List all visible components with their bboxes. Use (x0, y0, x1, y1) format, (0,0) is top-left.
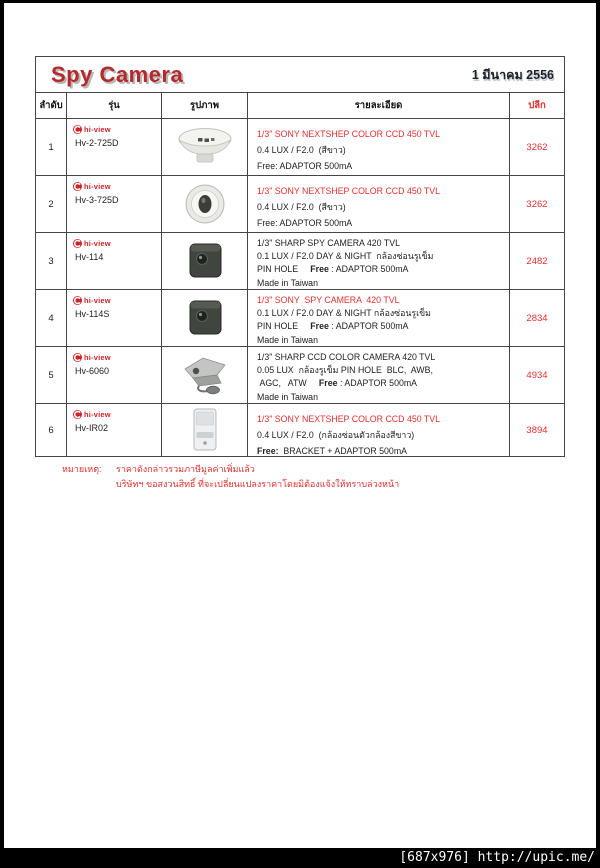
description-line: Made in Taiwan (257, 334, 318, 345)
description-line: 0.4 LUX / F2.0 (สีขาว) (257, 202, 346, 212)
metal-bracket-camera-image (175, 353, 235, 397)
model-number: Hv-114S (75, 309, 110, 319)
pinhole-camera-image (182, 296, 228, 340)
col-header-index: ลำดับ (36, 93, 67, 118)
brand-name: hi-view (84, 409, 111, 419)
description-line: 0.4 LUX / F2.0 (สีขาว) (257, 145, 346, 155)
document-page (4, 3, 596, 848)
title-row (36, 57, 564, 93)
hi-view-logo-icon (73, 353, 82, 362)
row-number: 6 (36, 404, 67, 456)
product-image (162, 176, 248, 232)
product-image (162, 347, 248, 403)
retail-price: 4934 (526, 369, 548, 381)
col-header-model: รุ่น (67, 93, 162, 118)
hi-view-logo (73, 124, 157, 134)
hi-view-logo (73, 352, 157, 362)
model-number: Hv-6060 (75, 366, 110, 376)
page-title: Spy Camera (51, 61, 184, 87)
model-cell (67, 404, 162, 456)
col-header-picture: รูปภาพ (162, 93, 248, 118)
description-line: Free: ADAPTOR 500mA (257, 218, 353, 228)
col-header-retail-price: ปลีก (528, 100, 546, 111)
description-line: PIN HOLE Free : ADAPTOR 500mA (257, 264, 409, 275)
ceiling-dome-camera-image (182, 182, 228, 226)
table-body (36, 119, 564, 456)
footer-note-line: บริษัทฯ ขอสงวนสิทธิ์ ที่จะเปลี่ยนแปลงราคาโดยมิต้องแจ้งให้ทราบล่วงหน้า (116, 479, 400, 489)
row-number: 5 (36, 347, 67, 403)
table-row (36, 290, 564, 347)
description-line: AGC, ATW Free : ADAPTOR 500mA (257, 378, 418, 389)
retail-price: 2482 (526, 255, 548, 267)
row-number: 3 (36, 233, 67, 289)
table-row (36, 347, 564, 404)
row-number: 4 (36, 290, 67, 346)
description-line: PIN HOLE Free : ADAPTOR 500mA (257, 321, 409, 332)
brand-name: hi-view (84, 295, 111, 305)
table-row (36, 404, 564, 456)
retail-price: 2834 (526, 312, 548, 324)
hi-view-logo-icon (73, 239, 82, 248)
wall-sensor-camera-image (188, 407, 222, 453)
description-cell (248, 290, 510, 346)
product-image (162, 290, 248, 346)
hi-view-logo (73, 181, 157, 191)
description-line: Made in Taiwan (257, 277, 318, 288)
retail-price: 3894 (526, 424, 548, 436)
price-list-table (35, 56, 565, 457)
description-line: 1/3" SONY NEXTSHEP COLOR CCD 450 TVL (257, 414, 441, 424)
description-line: 1/3" SONY NEXTSHEP COLOR CCD 450 TVL (257, 186, 441, 196)
brand-name: hi-view (84, 352, 111, 362)
description-line: 0.1 LUX / F2.0 DAY & NIGHT กล้องซ่อนรูเข็ม (257, 251, 434, 262)
row-number: 2 (36, 176, 67, 232)
model-number: Hv-IR02 (75, 423, 109, 433)
attribution-bar (0, 848, 600, 868)
description-cell (248, 404, 510, 456)
hi-view-logo-icon (73, 125, 82, 134)
hi-view-logo (73, 295, 157, 305)
model-number: Hv-2-725D (75, 138, 119, 148)
brand-name: hi-view (84, 124, 111, 134)
description-cell (248, 233, 510, 289)
retail-price: 3262 (526, 141, 548, 153)
description-line: Made in Taiwan (257, 391, 318, 402)
model-number: Hv-3-725D (75, 195, 119, 205)
description-line: Free: BRACKET + ADAPTOR 500mA (257, 446, 408, 456)
hi-view-logo (73, 409, 157, 419)
attribution-text: [687x976] http://upic.me/ (399, 850, 595, 865)
brand-name: hi-view (84, 181, 111, 191)
description-line: 0.1 LUX / F2.0 DAY & NIGHT กล้องซ่อนรูเข็ม (257, 308, 431, 319)
smoke-detector-camera-image (173, 126, 237, 168)
table-header-row (36, 93, 564, 119)
footer-note-line: ราคาดังกล่าวรวมภาษีมูลค่าเพิ่มแล้ว (116, 464, 255, 474)
row-number: 1 (36, 119, 67, 175)
description-line: 1/3" SHARP SPY CAMERA 420 TVL (257, 238, 400, 248)
brand-name: hi-view (84, 238, 111, 248)
model-cell (67, 119, 162, 175)
description-line: 1/3" SONY NEXTSHEP COLOR CCD 450 TVL (257, 129, 441, 139)
table-row (36, 233, 564, 290)
hi-view-logo-icon (73, 410, 82, 419)
footer-note-label: หมายเหตุ: (62, 464, 102, 474)
footer-notes (116, 462, 399, 492)
table-row (36, 176, 564, 233)
description-line: Free: ADAPTOR 500mA (257, 161, 353, 171)
date-label: 1 มีนาคม 2556 (471, 67, 554, 82)
description-line: 0.05 LUX กล้องรูเข็ม PIN HOLE BLC, AWB, (257, 365, 433, 376)
model-cell (67, 347, 162, 403)
description-cell (248, 176, 510, 232)
description-cell (248, 119, 510, 175)
hi-view-logo (73, 238, 157, 248)
model-cell (67, 290, 162, 346)
table-row (36, 119, 564, 176)
product-image (162, 404, 248, 456)
model-cell (67, 176, 162, 232)
description-cell (248, 347, 510, 403)
retail-price: 3262 (526, 198, 548, 210)
description-line: 1/3" SHARP CCD COLOR CAMERA 420 TVL (257, 352, 436, 362)
pinhole-camera-image (182, 239, 228, 283)
model-cell (67, 233, 162, 289)
product-image (162, 119, 248, 175)
hi-view-logo-icon (73, 182, 82, 191)
model-number: Hv-114 (75, 252, 104, 262)
product-image (162, 233, 248, 289)
description-line: 0.4 LUX / F2.0 (กล้องซ่อนตัวกล้องสีขาว) (257, 430, 415, 440)
hi-view-logo-icon (73, 296, 82, 305)
col-header-details: รายละเอียด (248, 93, 510, 118)
description-line: 1/3" SONY SPY CAMERA 420 TVL (257, 295, 400, 305)
